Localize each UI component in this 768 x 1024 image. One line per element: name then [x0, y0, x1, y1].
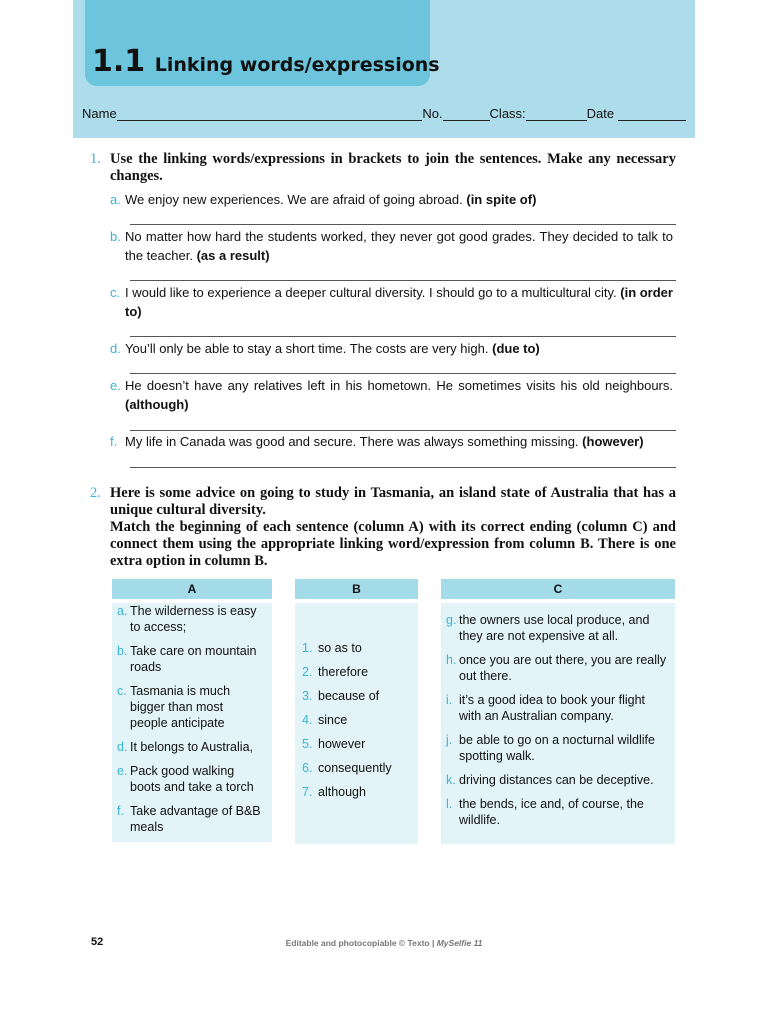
column-c	[441, 579, 675, 844]
item-text: therefore	[318, 665, 369, 679]
list-item	[117, 643, 263, 675]
item-text: it’s a good idea to book your flight with an Australian company.	[459, 693, 646, 723]
item-text: No matter how hard the students worked, they never got good grades. They decided to talk to the teacher. (as a result)	[125, 229, 673, 263]
item-letter: h.	[446, 653, 457, 667]
exercise-item-a	[110, 190, 673, 209]
item-number: 4.	[302, 713, 313, 727]
class-field[interactable]	[526, 106, 587, 121]
instruction-part-1: Here is some advice on going to study in Tasmania, an island state of Australia that has a unique cultural diversity.	[110, 485, 676, 518]
item-text: be able to go on a nocturnal wildlife spotting walk.	[459, 733, 655, 763]
item-text: I would like to experience a deeper cultural diversity. I should go to a multicultural city. (in order to)	[125, 285, 673, 319]
item-text: It belongs to Australia,	[130, 740, 253, 754]
list-item	[302, 736, 412, 752]
item-hint: (as a result)	[196, 248, 270, 263]
list-item	[117, 763, 263, 795]
item-text: Take care on mountain roads	[130, 644, 257, 674]
item-letter: b.	[117, 644, 128, 658]
column-b	[295, 579, 418, 844]
item-number: 1.	[302, 641, 313, 655]
item-text: so as to	[318, 641, 362, 655]
item-letter: a.	[110, 192, 121, 207]
number-label: No.	[422, 106, 443, 121]
item-letter: f.	[117, 804, 124, 818]
student-info-line	[82, 106, 686, 121]
item-text: Pack good walking boots and take a torch	[130, 764, 254, 794]
item-letter: k.	[446, 773, 456, 787]
item-text: driving distances can be deceptive.	[459, 773, 654, 787]
list-item	[117, 739, 263, 755]
column-c-header: C	[441, 579, 675, 599]
exercise-item-c	[110, 283, 673, 321]
section-number: 1.1	[92, 44, 146, 79]
list-item	[446, 772, 667, 788]
answer-line-f[interactable]	[130, 467, 676, 468]
item-letter: j.	[446, 733, 453, 747]
answer-line-c[interactable]	[130, 336, 676, 337]
number-field[interactable]	[443, 106, 490, 121]
item-text: We enjoy new experiences. We are afraid of going abroad. (in spite of)	[125, 192, 537, 207]
exercise-item-b	[110, 227, 673, 265]
item-letter: d.	[110, 341, 121, 356]
list-item	[302, 664, 412, 680]
item-number: 7.	[302, 785, 313, 799]
list-item	[446, 612, 667, 644]
list-item	[117, 803, 263, 835]
item-text: The wilderness is easy to access;	[130, 604, 257, 634]
class-label: Class:	[489, 106, 526, 121]
item-text: because of	[318, 689, 380, 703]
list-item	[117, 683, 263, 731]
item-hint: (in order to)	[125, 285, 673, 319]
item-text: since	[318, 713, 348, 727]
column-b-header: B	[295, 579, 418, 599]
list-item	[302, 688, 412, 704]
page-title	[92, 44, 440, 79]
list-item	[302, 640, 412, 656]
list-item	[302, 784, 412, 800]
item-letter: b.	[110, 229, 121, 244]
item-text: consequently	[318, 761, 392, 775]
item-letter: g.	[446, 613, 457, 627]
item-letter: l.	[446, 797, 453, 811]
copyright-text: Editable and photocopiable © Texto |	[285, 938, 435, 948]
item-text: however	[318, 737, 366, 751]
item-text: You’ll only be able to stay a short time. The costs are very high. (due to)	[125, 341, 540, 356]
item-number: 6.	[302, 761, 313, 775]
exercise-item-f	[110, 432, 673, 451]
item-letter: c.	[110, 285, 121, 300]
section-title: Linking words/expressions	[154, 54, 440, 76]
list-item	[446, 732, 667, 764]
answer-line-d[interactable]	[130, 373, 676, 374]
item-text: Tasmania is much bigger than most people anticipate	[130, 684, 231, 730]
column-a-body	[112, 603, 272, 842]
column-c-body	[441, 603, 675, 844]
answer-line-b[interactable]	[130, 280, 676, 281]
question-number: 2.	[90, 485, 101, 501]
answer-line-e[interactable]	[130, 430, 676, 431]
name-label: Name	[82, 106, 117, 121]
item-text: once you are out there, you are really out there.	[459, 653, 667, 683]
item-text: the owners use local produce, and they are not expensive at all.	[459, 613, 650, 643]
name-field[interactable]	[117, 106, 423, 121]
item-letter: c.	[117, 684, 127, 698]
question-1-instruction	[90, 151, 676, 185]
item-number: 5.	[302, 737, 313, 751]
list-item	[302, 760, 412, 776]
item-hint: (although)	[125, 397, 189, 412]
item-text: although	[318, 785, 366, 799]
list-item	[446, 692, 667, 724]
question-1	[90, 151, 676, 449]
footer-copyright	[0, 938, 768, 948]
item-letter: e.	[110, 378, 121, 393]
list-item	[446, 652, 667, 684]
item-hint: (due to)	[492, 341, 540, 356]
question-2	[90, 485, 676, 570]
item-hint: (however)	[582, 434, 644, 449]
list-item	[302, 712, 412, 728]
item-letter: e.	[117, 764, 128, 778]
date-label: Date	[586, 106, 615, 121]
item-number: 3.	[302, 689, 313, 703]
list-item	[117, 603, 263, 635]
item-letter: f.	[110, 434, 118, 449]
item-letter: a.	[117, 604, 128, 618]
page-number: 52	[91, 936, 104, 948]
instruction-part-2: Match the beginning of each sentence (column A) with its correct ending (column C) and connect them using the appropriate linking word/expression from column B. There is one extra option in column B.	[110, 519, 676, 569]
item-letter: d.	[117, 740, 128, 754]
exercise-item-d	[110, 339, 673, 358]
item-number: 2.	[302, 665, 313, 679]
item-hint: (in spite of)	[466, 192, 537, 207]
instruction-text: Use the linking words/expressions in brackets to join the sentences. Make any necessary changes.	[110, 151, 676, 184]
question-number: 1.	[90, 151, 101, 167]
column-a-header: A	[112, 579, 272, 599]
exercise-item-e	[110, 376, 673, 414]
date-field[interactable]	[618, 106, 686, 121]
item-text: Take advantage of B&B meals	[130, 804, 261, 834]
question-2-instruction	[90, 485, 676, 570]
instruction-text	[110, 485, 676, 570]
column-a	[112, 579, 272, 842]
item-text: the bends, ice and, of course, the wildlife.	[459, 797, 644, 827]
column-b-body	[295, 603, 418, 844]
list-item	[446, 796, 667, 828]
book-title: MySelfie 11	[436, 938, 483, 948]
item-text: My life in Canada was good and secure. There was always something missing. (however)	[125, 434, 644, 449]
item-letter: i.	[446, 693, 453, 707]
answer-line-a[interactable]	[130, 224, 676, 225]
item-text: He doesn’t have any relatives left in his hometown. He sometimes visits his old neighbours. (although)	[125, 378, 673, 412]
